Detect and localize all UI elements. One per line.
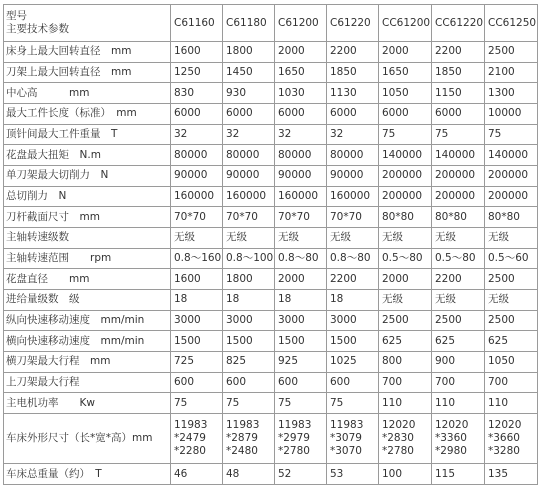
dims-row (4, 414, 538, 464)
param-value: 无级 (485, 228, 538, 249)
param-value: 1850 (327, 62, 379, 83)
param-value: 600 (275, 372, 327, 393)
param-value: 0.5～80 (379, 248, 432, 269)
param-label: 花盘直径 mm (4, 269, 171, 290)
param-value: 0.5～80 (432, 248, 485, 269)
param-value: 90000 (223, 166, 275, 187)
dims-value-line: *2979 (278, 432, 310, 445)
param-value: 2000 (275, 42, 327, 63)
param-value: 140000 (485, 145, 538, 166)
model-header: CC61200 (379, 5, 432, 42)
dims-value (485, 414, 538, 464)
param-value: 600 (171, 372, 223, 393)
dims-value (171, 414, 223, 464)
param-value: 80000 (275, 145, 327, 166)
param-label: 车床外形尺寸（长*宽*高）mm (4, 414, 171, 464)
param-value: 70*70 (171, 207, 223, 228)
table-row (4, 310, 538, 331)
param-value: 3000 (327, 310, 379, 331)
param-value: 2000 (275, 269, 327, 290)
param-value: 10000 (485, 104, 538, 125)
param-value: 无级 (485, 290, 538, 311)
param-value: 200000 (485, 166, 538, 187)
param-label: 车床总重量（约） T (4, 464, 171, 485)
dims-value-line: *3660 (488, 432, 520, 445)
table-row (4, 42, 538, 63)
table-row (4, 393, 538, 414)
param-value: 1050 (379, 83, 432, 104)
param-value: 1600 (171, 42, 223, 63)
dims-value (327, 414, 379, 464)
param-value: 75 (171, 393, 223, 414)
param-value: 2200 (327, 42, 379, 63)
param-label: 床身上最大回转直径 mm (4, 42, 171, 63)
param-value: 1250 (171, 62, 223, 83)
table-row (4, 331, 538, 352)
param-value: 0.8～80 (327, 248, 379, 269)
param-value: 1500 (275, 331, 327, 352)
table-row (4, 124, 538, 145)
param-value: 75 (379, 124, 432, 145)
dims-value (432, 414, 485, 464)
param-value: 32 (171, 124, 223, 145)
dims-value-line: 11983 (278, 419, 312, 432)
param-value: 2200 (327, 269, 379, 290)
param-value: 140000 (432, 145, 485, 166)
param-value: 2000 (379, 269, 432, 290)
param-value: 1025 (327, 352, 379, 373)
param-value: 1450 (223, 62, 275, 83)
param-value: 160000 (171, 186, 223, 207)
param-value: 1850 (432, 62, 485, 83)
param-value: 140000 (379, 145, 432, 166)
param-value: 200000 (485, 186, 538, 207)
dims-value-line: *2780 (278, 445, 310, 458)
table-row (4, 228, 538, 249)
param-label: 顶针间最大工件重量 T (4, 124, 171, 145)
dims-value-line: *2480 (226, 445, 258, 458)
weight-row (4, 464, 538, 485)
param-value: 80*80 (432, 207, 485, 228)
param-value: 0.8～100 (223, 248, 275, 269)
param-label: 单刀架最大切削力 N (4, 166, 171, 187)
param-label: 进给量级数 级 (4, 290, 171, 311)
param-value: 无级 (223, 228, 275, 249)
dims-value-line: *3280 (488, 445, 520, 458)
param-value: 无级 (432, 290, 485, 311)
param-value: 90000 (327, 166, 379, 187)
header-label-model: 型号 (6, 10, 27, 22)
param-value: 1130 (327, 83, 379, 104)
param-value: 无级 (379, 228, 432, 249)
param-value: 825 (223, 352, 275, 373)
param-label: 主轴转速级数 (4, 228, 171, 249)
param-label: 刀架上最大回转直径 mm (4, 62, 171, 83)
dims-value (275, 414, 327, 464)
param-label: 横刀架最大行程 mm (4, 352, 171, 373)
dims-value-line: 11983 (174, 419, 208, 432)
table-row (4, 290, 538, 311)
param-value: 200000 (432, 166, 485, 187)
param-value: 200000 (432, 186, 485, 207)
param-value: 90000 (171, 166, 223, 187)
param-value: 1500 (223, 331, 275, 352)
param-value: 2100 (485, 62, 538, 83)
param-value: 160000 (327, 186, 379, 207)
header-label-params: 主要技术参数 (6, 23, 69, 35)
param-value: 80000 (223, 145, 275, 166)
param-value: 100 (379, 464, 432, 485)
param-label: 花盘最大扭矩 N.m (4, 145, 171, 166)
param-value: 110 (485, 393, 538, 414)
param-value: 3000 (223, 310, 275, 331)
dims-value-line: 12020 (435, 419, 469, 432)
param-value: 75 (327, 393, 379, 414)
param-value: 无级 (379, 290, 432, 311)
param-value: 625 (432, 331, 485, 352)
param-value: 725 (171, 352, 223, 373)
param-value: 625 (485, 331, 538, 352)
param-value: 18 (327, 290, 379, 311)
param-value: 6000 (432, 104, 485, 125)
param-value: 200000 (379, 166, 432, 187)
param-value: 75 (223, 393, 275, 414)
param-value: 3000 (171, 310, 223, 331)
param-value: 18 (275, 290, 327, 311)
param-value: 160000 (223, 186, 275, 207)
param-value: 6000 (327, 104, 379, 125)
param-value: 135 (485, 464, 538, 485)
dims-value-line: 12020 (488, 419, 522, 432)
param-value: 6000 (275, 104, 327, 125)
param-value: 700 (485, 372, 538, 393)
param-value: 115 (432, 464, 485, 485)
dims-value-line: *2830 (382, 432, 414, 445)
table-row (4, 372, 538, 393)
table-row (4, 104, 538, 125)
param-value: 2500 (485, 269, 538, 290)
param-value: 75 (275, 393, 327, 414)
param-value: 1030 (275, 83, 327, 104)
dims-value-line: 11983 (330, 419, 364, 432)
param-value: 1650 (275, 62, 327, 83)
param-label: 纵向快速移动速度 mm/min (4, 310, 171, 331)
param-value: 80*80 (485, 207, 538, 228)
param-value: 2200 (432, 269, 485, 290)
param-label: 横向快速移动速度 mm/min (4, 331, 171, 352)
param-value: 2000 (379, 42, 432, 63)
param-value: 0.8～80 (275, 248, 327, 269)
param-value: 600 (223, 372, 275, 393)
param-value: 70*70 (223, 207, 275, 228)
param-value: 70*70 (327, 207, 379, 228)
param-value: 46 (171, 464, 223, 485)
param-value: 1150 (432, 83, 485, 104)
param-value: 110 (379, 393, 432, 414)
param-value: 1600 (171, 269, 223, 290)
dims-value-line: *2280 (174, 445, 206, 458)
header-label-cell (4, 5, 171, 42)
param-value: 1500 (171, 331, 223, 352)
param-value: 600 (327, 372, 379, 393)
param-value: 32 (275, 124, 327, 145)
param-value: 0.8～160 (171, 248, 223, 269)
table-row (4, 145, 538, 166)
param-value: 1500 (327, 331, 379, 352)
param-value: 48 (223, 464, 275, 485)
dims-value (223, 414, 275, 464)
param-value: 无级 (432, 228, 485, 249)
dims-value-line: 11983 (226, 419, 260, 432)
table-row (4, 207, 538, 228)
param-value: 3000 (275, 310, 327, 331)
model-header: C61160 (171, 5, 223, 42)
param-value: 无级 (275, 228, 327, 249)
param-value: 2500 (379, 310, 432, 331)
param-value: 52 (275, 464, 327, 485)
table-row (4, 269, 538, 290)
param-label: 中心高 mm (4, 83, 171, 104)
param-value: 6000 (171, 104, 223, 125)
dims-value-line: *2780 (382, 445, 414, 458)
param-value: 80*80 (379, 207, 432, 228)
param-value: 925 (275, 352, 327, 373)
model-header: C61220 (327, 5, 379, 42)
param-value: 2500 (485, 42, 538, 63)
param-value: 70*70 (275, 207, 327, 228)
table-row (4, 186, 538, 207)
spec-table (3, 4, 538, 485)
param-value: 1050 (485, 352, 538, 373)
param-label: 主轴转速范围 rpm (4, 248, 171, 269)
table-row (4, 248, 538, 269)
param-value: 75 (432, 124, 485, 145)
param-value: 75 (485, 124, 538, 145)
param-label: 上刀架最大行程 (4, 372, 171, 393)
table-row (4, 83, 538, 104)
dims-value-line: *2980 (435, 445, 467, 458)
param-value: 0.5～60 (485, 248, 538, 269)
param-value: 6000 (379, 104, 432, 125)
param-label: 刀杆截面尺寸 mm (4, 207, 171, 228)
param-value: 200000 (379, 186, 432, 207)
model-header: CC61220 (432, 5, 485, 42)
param-value: 1800 (223, 42, 275, 63)
param-value: 1800 (223, 269, 275, 290)
param-value: 1650 (379, 62, 432, 83)
param-value: 80000 (171, 145, 223, 166)
model-header: C61200 (275, 5, 327, 42)
param-value: 无级 (171, 228, 223, 249)
table-row (4, 62, 538, 83)
param-value: 160000 (275, 186, 327, 207)
param-label: 最大工件长度（标准） mm (4, 104, 171, 125)
param-value: 830 (171, 83, 223, 104)
param-value: 1300 (485, 83, 538, 104)
param-value: 2500 (432, 310, 485, 331)
table-row (4, 352, 538, 373)
table-row (4, 166, 538, 187)
dims-value-line: *2479 (174, 432, 206, 445)
param-value: 800 (379, 352, 432, 373)
param-value: 625 (379, 331, 432, 352)
param-value: 无级 (327, 228, 379, 249)
param-value: 90000 (275, 166, 327, 187)
header-row (4, 5, 538, 42)
dims-value-line: *2879 (226, 432, 258, 445)
param-value: 18 (171, 290, 223, 311)
param-label: 主电机功率 Kw (4, 393, 171, 414)
param-value: 2200 (432, 42, 485, 63)
param-label: 总切削力 N (4, 186, 171, 207)
param-value: 700 (432, 372, 485, 393)
model-header: CC61250 (485, 5, 538, 42)
dims-value-line: *3070 (330, 445, 362, 458)
param-value: 80000 (327, 145, 379, 166)
param-value: 2500 (485, 310, 538, 331)
dims-value (379, 414, 432, 464)
param-value: 6000 (223, 104, 275, 125)
param-value: 930 (223, 83, 275, 104)
param-value: 18 (223, 290, 275, 311)
dims-value-line: *3079 (330, 432, 362, 445)
dims-value-line: 12020 (382, 419, 416, 432)
param-value: 900 (432, 352, 485, 373)
param-value: 32 (327, 124, 379, 145)
dims-value-line: *3360 (435, 432, 467, 445)
param-value: 110 (432, 393, 485, 414)
param-value: 32 (223, 124, 275, 145)
param-value: 700 (379, 372, 432, 393)
model-header: C61180 (223, 5, 275, 42)
param-value: 53 (327, 464, 379, 485)
